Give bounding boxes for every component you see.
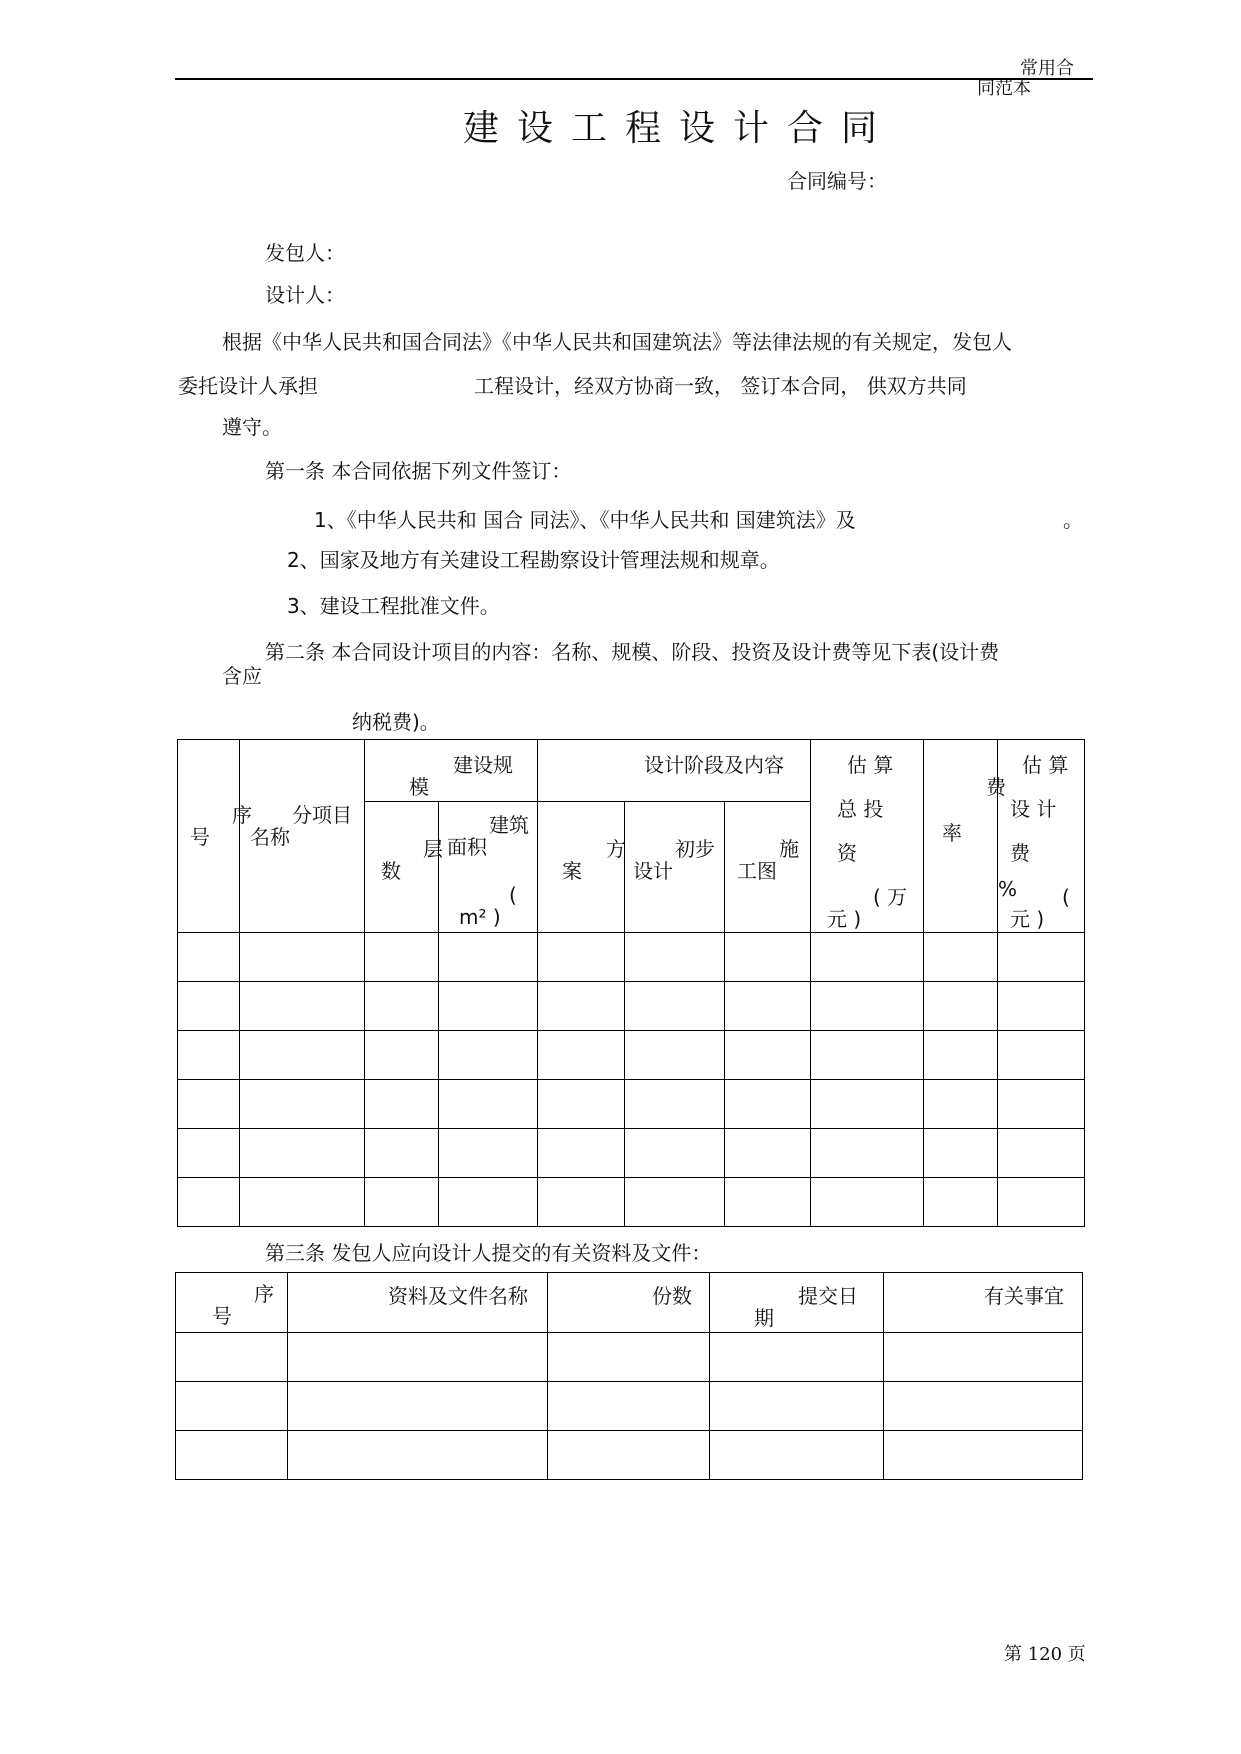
article3-heading: 第三条 发包人应向设计人提交的有关资料及文件： (265, 1241, 712, 1265)
contract-no-label: 合同编号： (787, 169, 887, 193)
header-doc-type: 常用合 (1020, 58, 1074, 79)
table1-header-row-1 (178, 740, 1085, 802)
intro-line-3: 遵守。 (222, 415, 282, 439)
t2-h-date-b: 期 (754, 1306, 774, 1330)
intro-line-2b: 工程设计，经双方协商一致， 签订本合同， 供双方共同 (474, 374, 967, 398)
documents-table (175, 1272, 1083, 1480)
page-title: 建设工程设计合同 (463, 108, 896, 149)
article2-heading-2: 含应 (222, 664, 262, 688)
t2-col-seq (176, 1273, 288, 1333)
client-label: 发包人： (265, 241, 345, 265)
col-rate-header (924, 740, 1007, 933)
page-number: 第 120 页 (1004, 1644, 1086, 1665)
col-seq-header (178, 740, 252, 933)
h-area-a: 建筑 (489, 813, 529, 837)
article1-heading: 第一条 本合同依据下列文件签订： (265, 459, 572, 483)
h-invest-d: ( 万 (873, 885, 908, 909)
t2-col-notes (884, 1273, 1083, 1333)
article1-item1: 1、《中华人民共和 国合 同法》、《中华人民共和 国建筑法》及 (314, 508, 856, 532)
t2-h-name: 资料及文件名称 (388, 1284, 528, 1308)
h-scale-a: 建设规 (453, 753, 513, 777)
h-area-b: 面积 (447, 835, 487, 859)
col-scale-header (365, 740, 538, 802)
h-area-c: ( (509, 883, 517, 907)
t2-col-copies (548, 1273, 710, 1333)
h-stage: 设计阶段及内容 (644, 753, 784, 777)
h-invest-c: 资 (837, 841, 858, 865)
t2-col-date (710, 1273, 884, 1333)
table2-header-row (176, 1273, 1083, 1333)
col-scheme-header (538, 802, 625, 933)
intro-line-1: 根据《中华人民共和国合同法》《中华人民共和国建筑法》等法律法规的有关规定，发包人 (222, 330, 1012, 354)
h-const-b: 工图 (737, 859, 777, 883)
col-area-header (439, 802, 538, 933)
col-fee-header (998, 740, 1085, 933)
h-scale-b: 模 (409, 775, 429, 799)
table-row (178, 1129, 1085, 1178)
h-fee-e: 元 ) (1010, 907, 1045, 931)
h-rate-a: 费 (986, 775, 1007, 799)
designer-label: 设计人： (265, 283, 345, 307)
h-seq-a: 序 (232, 803, 252, 827)
col-floors-header (365, 802, 443, 933)
t2-col-name (288, 1273, 548, 1333)
t2-h-seq-b: 号 (212, 1304, 232, 1328)
design-items-table (177, 739, 1085, 1227)
h-area-d: m² ) (459, 905, 501, 929)
header-rule (175, 78, 1093, 80)
table-row (178, 1031, 1085, 1080)
h-rate-pct: % (998, 877, 1018, 901)
h-fee-d: ( (1062, 885, 1070, 909)
h-scheme-a: 方 (606, 837, 626, 861)
h-fee-a: 估 算 (1022, 753, 1069, 777)
col-invest-header (811, 740, 924, 933)
table-row (178, 1178, 1085, 1227)
h-invest-b: 总 投 (837, 797, 884, 821)
h-prelim-a: 初步 (675, 837, 715, 861)
table-row (176, 1431, 1083, 1480)
table-row (176, 1382, 1083, 1431)
h-item-a: 分项目 (292, 803, 352, 827)
table-row (178, 933, 1085, 982)
article2-heading: 第二条 本合同设计项目的内容：名称、规模、阶段、投资及设计费等见下表(设计费 (265, 640, 1000, 664)
h-fee-b: 设 计 (1010, 797, 1057, 821)
article1-item2: 2、国家及地方有关建设工程勘察设计管理法规和规章。 (287, 548, 780, 572)
article1-item3: 3、建设工程批准文件。 (287, 594, 500, 618)
col-prelim-header (625, 802, 725, 933)
h-invest-e: 元 ) (827, 907, 862, 931)
col-item-header (240, 740, 365, 933)
header-doc-type-2: 同范本 (977, 78, 1031, 99)
h-fee-c: 费 (1010, 841, 1031, 865)
table-row (178, 982, 1085, 1031)
table-row (176, 1333, 1083, 1382)
h-scheme-b: 案 (562, 859, 582, 883)
table-row (178, 1080, 1085, 1129)
t2-h-copies: 份数 (652, 1284, 692, 1308)
col-stage-header (538, 740, 811, 802)
t2-h-seq-a: 序 (254, 1282, 274, 1306)
t2-h-notes: 有关事宜 (984, 1284, 1064, 1308)
h-const-a: 施 (779, 837, 799, 861)
h-floors-a: 层 (423, 837, 443, 861)
h-prelim-b: 设计 (633, 859, 673, 883)
h-item-b: 名称 (250, 825, 290, 849)
col-const-header (725, 802, 811, 933)
article1-item1-end: 。 (1063, 508, 1083, 532)
h-invest-a: 估 算 (847, 753, 894, 777)
t2-h-date-a: 提交日 (798, 1284, 858, 1308)
intro-line-2a: 委托设计人承担 (178, 374, 318, 398)
h-seq-b: 号 (190, 825, 210, 849)
h-rate-b: 率 (942, 821, 963, 845)
article2-heading-3: 纳税费)。 (352, 710, 440, 734)
h-floors-b: 数 (381, 859, 401, 883)
